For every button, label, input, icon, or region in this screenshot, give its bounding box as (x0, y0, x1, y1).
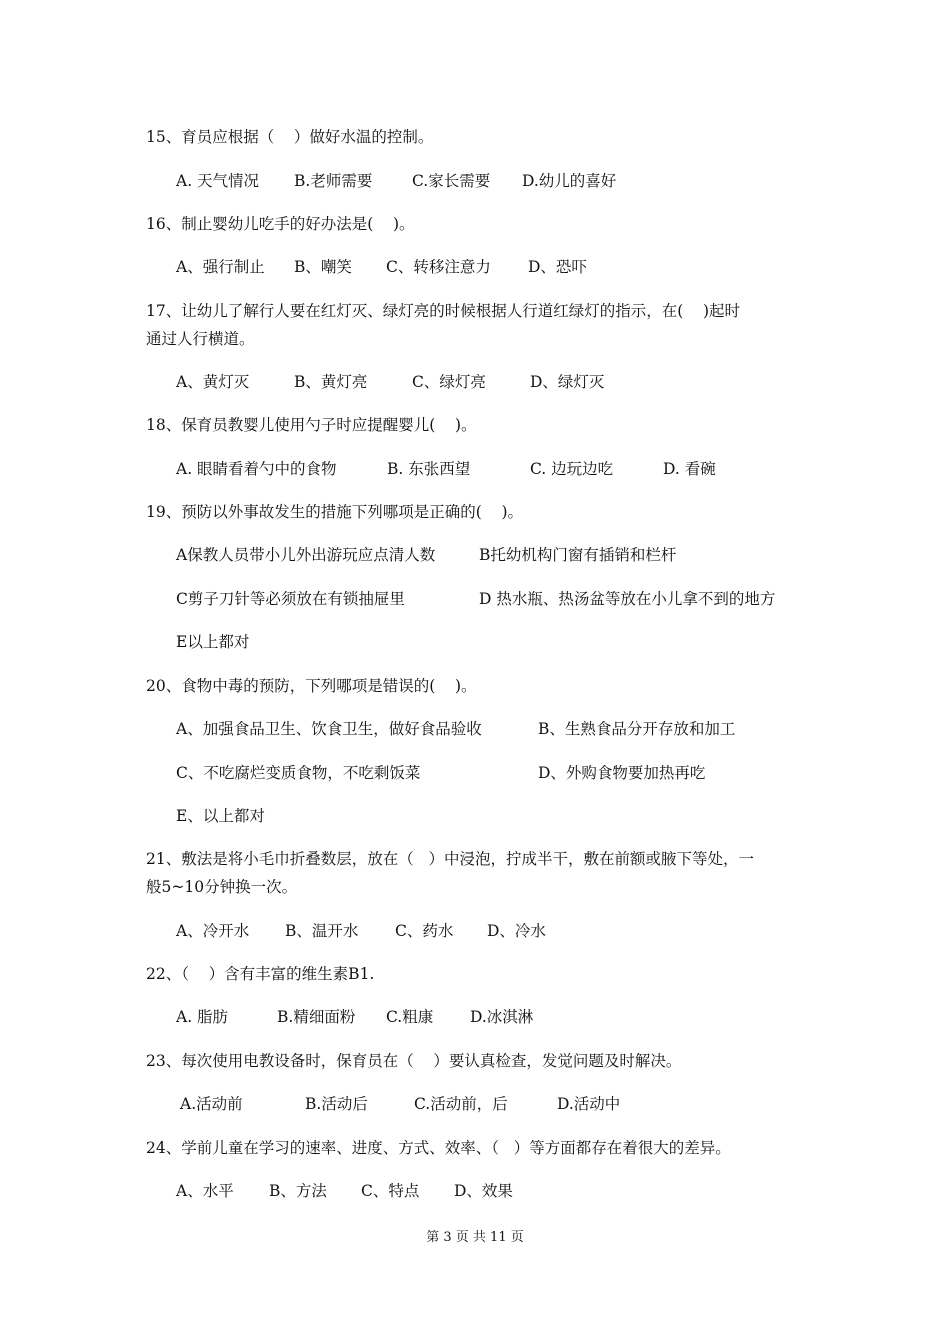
q22-option-c: C.粗康 (386, 1008, 434, 1026)
question-19-stem: 19、预防以外事故发生的措施下列哪项是正确的( )。 (146, 503, 524, 521)
q23-option-d: D.活动中 (557, 1095, 621, 1113)
q24-option-d: D、效果 (454, 1182, 513, 1200)
question-21-stem-line-2: 般5~10分钟换一次。 (146, 878, 298, 896)
q19-option-e: E以上都对 (176, 633, 250, 651)
q20-option-e: E、以上都对 (176, 807, 265, 825)
q17-option-c: C、绿灯亮 (412, 373, 486, 391)
question-21-stem-line-1: 21、敷法是将小毛巾折叠数层，放在（ ）中浸泡，拧成半干，敷在前额或腋下等处，一 (146, 850, 755, 868)
q19-option-c: C剪子刀针等必须放在有锁抽屉里 (176, 590, 405, 608)
question-15-stem: 15、育员应根据（ ）做好水温的控制。 (146, 128, 434, 146)
q16-option-d: D、恐吓 (528, 258, 587, 276)
q22-option-a: A. 脂肪 (176, 1008, 229, 1026)
q24-option-a: A、水平 (176, 1182, 234, 1200)
q23-option-b: B.活动后 (305, 1095, 368, 1113)
question-17-stem-line-1: 17、让幼儿了解行人要在红灯灭、绿灯亮的时候根据人行道红绿灯的指示，在( )起时 (146, 302, 741, 320)
q21-option-d: D、冷水 (487, 922, 546, 940)
q19-option-d: D 热水瓶、热汤盆等放在小儿拿不到的地方 (479, 590, 776, 608)
q21-option-b: B、温开水 (285, 922, 359, 940)
q19-option-a: A保教人员带小儿外出游玩应点清人数 (176, 546, 436, 564)
q15-option-d: D.幼儿的喜好 (522, 172, 617, 190)
q23-option-c: C.活动前，后 (414, 1095, 508, 1113)
question-24-stem: 24、学前儿童在学习的速率、进度、方式、效率、（ ）等方面都存在着很大的差异。 (146, 1139, 731, 1157)
question-17-stem-line-2: 通过人行横道。 (146, 330, 255, 348)
q18-option-b: B. 东张西望 (387, 460, 471, 478)
q22-option-d: D.冰淇淋 (470, 1008, 534, 1026)
q18-option-c: C. 边玩边吃 (530, 460, 614, 478)
q24-option-c: C、特点 (361, 1182, 420, 1200)
q20-option-b: B、生熟食品分开存放和加工 (538, 720, 736, 738)
q18-option-a: A. 眼睛看着勺中的食物 (176, 460, 337, 478)
q17-option-d: D、绿灯灭 (530, 373, 605, 391)
q19-option-b: B托幼机构门窗有插销和栏杆 (479, 546, 677, 564)
q15-option-b: B.老师需要 (294, 172, 373, 190)
q20-option-d: D、外购食物要加热再吃 (538, 764, 706, 782)
q16-option-a: A、强行制止 (176, 258, 265, 276)
question-23-stem: 23、每次使用电教设备时，保育员在（ ）要认真检查，发觉问题及时解决。 (146, 1052, 682, 1070)
question-18-stem: 18、保育员教婴儿使用勺子时应提醒婴儿( )。 (146, 416, 477, 434)
q24-option-b: B、方法 (269, 1182, 327, 1200)
page-number-footer: 第 3 页 共 11 页 (426, 1230, 524, 1245)
q15-option-c: C.家长需要 (412, 172, 491, 190)
q21-option-a: A、冷开水 (176, 922, 250, 940)
question-22-stem: 22、（ ）含有丰富的维生素B1. (146, 965, 375, 983)
q20-option-a: A、加强食品卫生、饮食卫生，做好食品验收 (176, 720, 482, 738)
q23-option-a: A.活动前 (180, 1095, 243, 1113)
q21-option-c: C、药水 (395, 922, 454, 940)
question-20-stem: 20、食物中毒的预防，下列哪项是错误的( )。 (146, 677, 477, 695)
q22-option-b: B.精细面粉 (277, 1008, 356, 1026)
q16-option-c: C、转移注意力 (386, 258, 491, 276)
q15-option-a: A. 天气情况 (176, 172, 260, 190)
q17-option-b: B、黄灯亮 (294, 373, 368, 391)
q18-option-d: D. 看碗 (663, 460, 716, 478)
question-16-stem: 16、制止婴幼儿吃手的好办法是( )。 (146, 215, 415, 233)
q17-option-a: A、黄灯灭 (176, 373, 250, 391)
q16-option-b: B、嘲笑 (294, 258, 352, 276)
q20-option-c: C、不吃腐烂变质食物，不吃剩饭菜 (176, 764, 421, 782)
